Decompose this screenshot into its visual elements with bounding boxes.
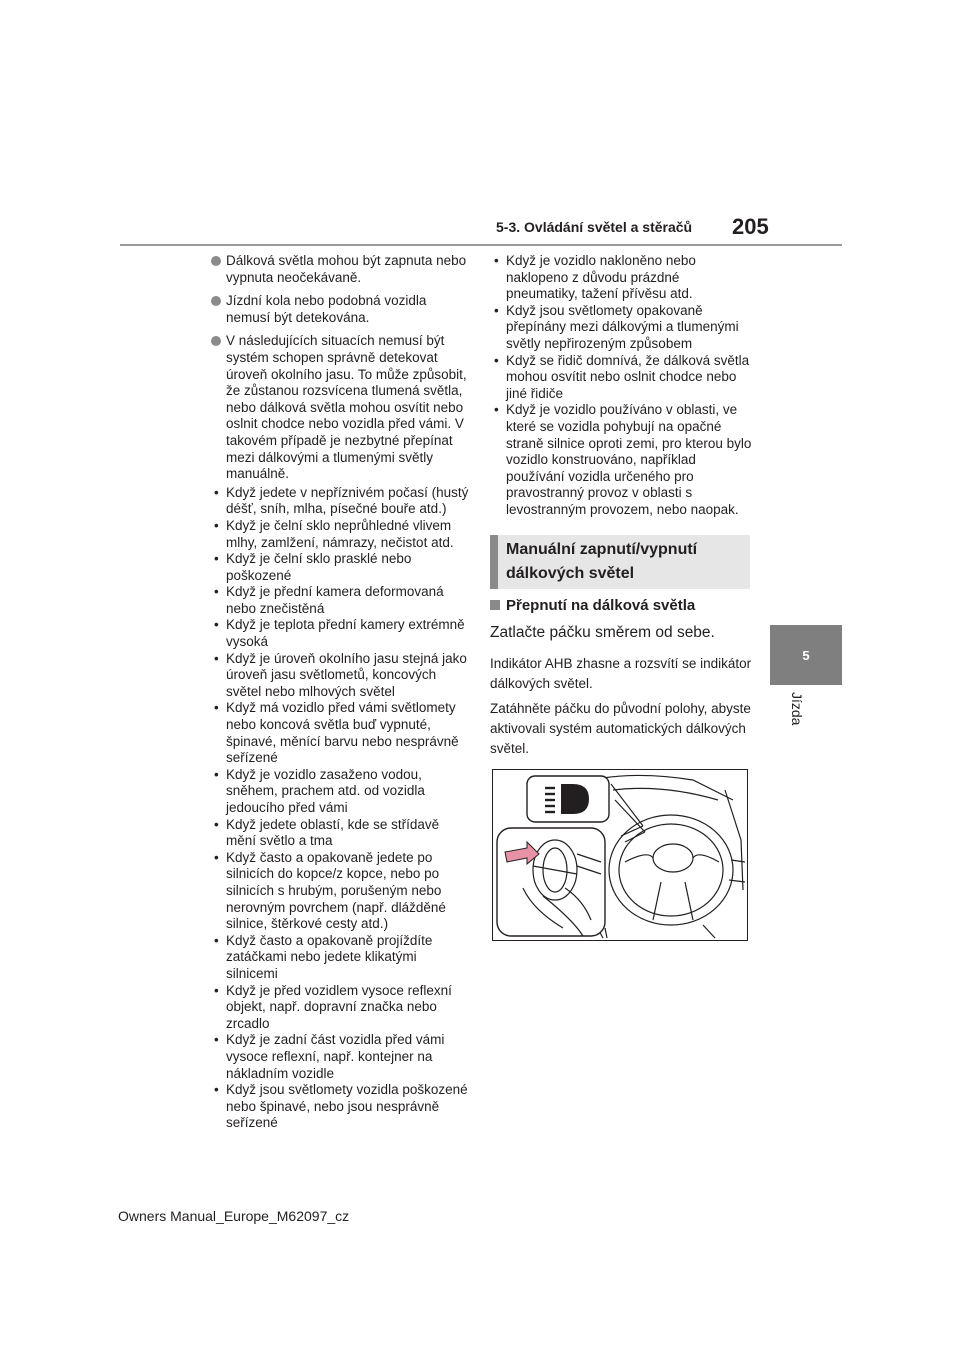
sub-list-item: • Když jsou světlomety vozidla poškozené nebo špinavé, nebo jsou nesprávně seřízené — [214, 1082, 468, 1131]
bullet-icon — [211, 336, 221, 346]
sub-list-item: • Když je před vozidlem vysoce reflexní objekt, např. dopravní značka nebo zrcadlo — [214, 982, 452, 1031]
chapter-tab — [770, 625, 842, 685]
sub-list-item: • Když je vozidlo zasaženo vodou, sněhem, prachem atd. od vozidla jedoucího před vámi — [214, 766, 425, 815]
paragraph: Zatáhněte páčku do původní polohy, abyste aktivovali systém automatických dálkových světel. — [490, 701, 751, 756]
section-header: 5-3. Ovládání světel a stěračů — [496, 219, 693, 235]
sub-list-item: • Když je vozidlo používáno v oblasti, ve které se vozidla pohybují na opačné straně silnice oproti zemi, pro kterou bylo vozidlo konstruováno, například používání vozidla určeného pro pravostranný provoz v oblasti s levostranným provozem, nebo naopak. — [494, 402, 752, 517]
chapter-number: 5 — [802, 647, 810, 663]
sub-list-item: • Když často a opakovaně projíždíte zatáčkami nebo jedete klikatými silnicemi — [214, 932, 433, 981]
left-column — [210, 253, 472, 1132]
sub-list-item: • Když jedete v nepříznivém počasí (hustý déšť, sníh, mlha, písečné bouře atd.) — [214, 484, 469, 517]
sub-list-item: • Když je úroveň okolního jasu stejná jako úroveň jasu světlometů, koncových světel nebo mlhových světel — [214, 650, 467, 699]
bullet-icon — [211, 296, 221, 306]
sub-list-item: • Když má vozidlo před vámi světlomety nebo koncová světla buď vypnuté, špinavé, měnící barvu nebo nesprávně seřízené — [214, 700, 459, 766]
sub-list-item: • Když často a opakovaně jedete po silnicích do kopce/z kopce, nebo po silnicích s hrubým, porušeným nebo nerovným povrchem (např. dlážděné silnice, štěrkové cesty atd.) — [214, 849, 446, 932]
sub-list-item: • Když jedete oblastí, kde se střídavě mění světlo a tma — [214, 816, 440, 849]
right-column — [490, 253, 752, 519]
sub-list-item: • Když je teplota přední kamery extrémně vysoká — [214, 617, 465, 650]
chapter-label: Jízda — [789, 692, 805, 726]
sub-list-item: • Když je zadní část vozidla před vámi vysoce reflexní, např. kontejner na nákladním vozidle — [214, 1032, 445, 1081]
steering-lever-illustration — [492, 769, 748, 941]
sub-list-item: • Když jsou světlomety opakovaně přepínány mezi dálkovými a tlumenými světly nepřirozeným způsobem — [494, 302, 739, 351]
bullet-text: Dálková světla mohou být zapnuta nebo vypnuta neočekávaně. — [226, 253, 467, 285]
bullet-text: V následujících situacích nemusí být systém schopen správně detekovat úroveň okolního jasu. To může způsobit, že zůstanou rozsvícena tlumená světla, nebo dálková světla mohou osvítit nebo oslnit chodce nebo vozidla před vámi. V takovém případě je nezbytné přepínat mezi dálkovými a tlumenými světly manuálně. — [226, 333, 467, 482]
sub-list-item: • Když je přední kamera deformovaná nebo znečistěná — [214, 584, 444, 616]
section-title: Manuální zapnutí/vypnutí dálkových světel — [490, 535, 750, 589]
sub-list — [210, 485, 472, 1132]
header-divider — [120, 244, 842, 246]
paragraph: Indikátor AHB zhasne a rozsvítí se indikátor dálkových světel. — [490, 656, 752, 691]
lever-diagram — [493, 770, 747, 940]
bullet-icon — [211, 256, 221, 266]
sub-list-item: • Když se řidič domnívá, že dálková světla mohou osvítit nebo oslnit chodce nebo jiné řidiče — [494, 352, 750, 401]
sub-list-item: • Když je čelní sklo neprůhledné vlivem mlhy, zamlžení, námrazy, nečistot atd. — [214, 517, 454, 550]
sub-list-item: • Když je vozidlo nakloněno nebo naklopeno z důvodu prázdné pneumatiky, tažení přívěsu atd. — [494, 253, 696, 302]
instruction-text: Zatlačte páčku směrem od sebe. — [490, 624, 715, 641]
list-item — [210, 253, 472, 286]
list-item — [210, 293, 472, 326]
sub-list-item: • Když je čelní sklo prasklé nebo poškozené — [214, 551, 412, 583]
subsection-title: Přepnutí na dálková světla — [490, 597, 752, 614]
bullet-text: Jízdní kola nebo podobná vozidla nemusí být detekována. — [226, 293, 427, 325]
list-item — [210, 333, 472, 482]
page-number: 205 — [732, 214, 769, 239]
square-bullet-icon — [490, 600, 500, 610]
footer-text: Owners Manual_Europe_M62097_cz — [118, 1208, 350, 1224]
